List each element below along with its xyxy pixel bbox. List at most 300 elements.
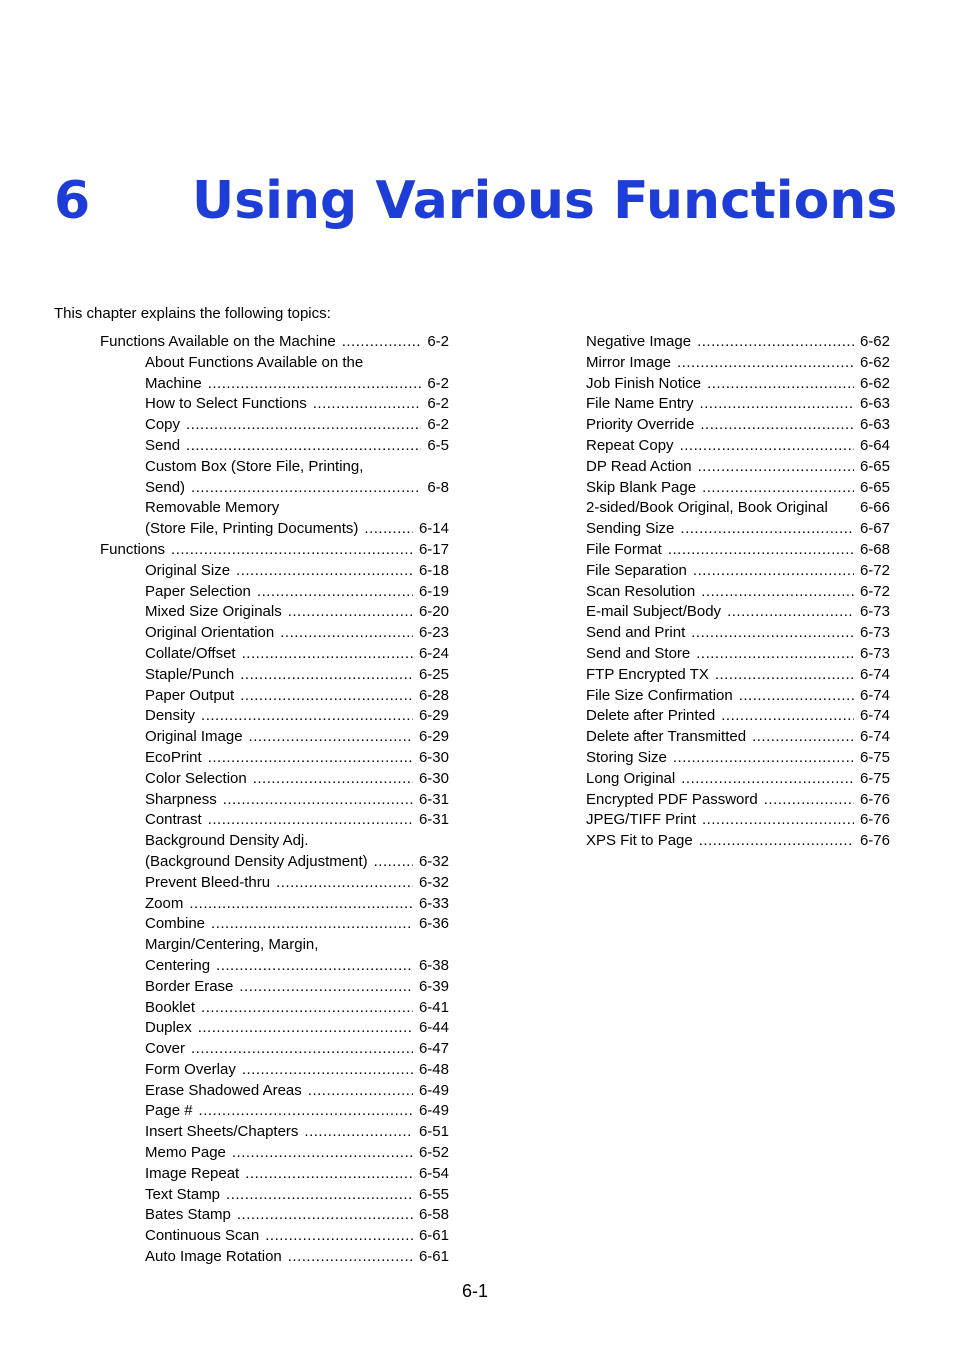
toc-entry-page: 6-31 [418,790,449,808]
toc-entry-row [145,1247,449,1268]
toc-entry[interactable] [145,1185,449,1206]
toc-entry[interactable] [586,644,890,665]
toc-entry[interactable] [145,1039,449,1060]
toc-entry[interactable] [145,602,449,623]
toc-entry-page: 6-62 [859,333,890,350]
toc-entry-page: 6-19 [418,582,449,600]
toc-dot-leader [304,1122,413,1143]
toc-entry-row [145,582,449,603]
toc-dot-leader [240,665,413,686]
toc-entry-label: Zoom [145,894,184,912]
toc-entry[interactable] [145,1226,449,1247]
toc-entry-row [145,602,449,623]
toc-dot-leader [186,415,421,436]
toc-dot-leader [308,1081,413,1102]
toc-entry-row [145,1143,449,1164]
toc-dot-leader [715,665,854,686]
toc-dot-leader [242,1060,413,1081]
toc-entry-page: 6-20 [418,603,449,621]
toc-entry-label: Auto Image Rotation [145,1248,282,1266]
toc-entry-page: 6-38 [418,956,449,974]
toc-dot-leader [701,582,854,603]
toc-entry-row [145,1226,449,1247]
toc-entry-row [586,644,890,665]
toc-dot-leader [342,332,422,353]
toc-entry-row [145,686,449,707]
toc-entry-label: Sending Size [586,520,675,538]
toc-entry-label: Copy [145,416,181,434]
toc-entry-page: 6-23 [418,624,449,642]
toc-entry-page: 6-55 [418,1185,449,1203]
toc-entry-row [145,561,449,582]
toc-entry[interactable] [145,665,449,686]
toc-entry-label: Cover [145,1040,186,1058]
toc-entry[interactable] [145,706,449,727]
toc-entry-label: Job Finish Notice [586,374,702,392]
toc-entry[interactable] [145,914,449,935]
toc-dot-leader [680,519,854,540]
toc-entry-page: 6-73 [859,644,890,662]
toc-right-column [586,332,890,852]
toc-entry[interactable] [145,1081,449,1102]
toc-entry-page: 6-61 [418,1227,449,1245]
toc-entry-label: Centering [145,956,211,974]
toc-entry-page: 6-18 [418,561,449,579]
toc-entry[interactable] [586,810,890,831]
toc-entry-row [586,394,890,415]
toc-entry[interactable] [145,644,449,665]
toc-entry-page: 6-51 [418,1123,449,1141]
toc-dot-leader [698,457,854,478]
toc-dot-leader [280,623,413,644]
toc-entry-page: 6-73 [859,603,890,621]
toc-entry-row [586,540,890,561]
toc-entry-label: EcoPrint [145,748,202,766]
toc-entry-row [145,478,449,499]
toc-entry-page: 6-73 [859,624,890,642]
toc-entry-row [145,706,449,727]
toc-entry-row [145,998,449,1019]
toc-dot-leader [288,602,413,623]
toc-entry-label: Erase Shadowed Areas [145,1081,302,1099]
toc-dot-leader [253,769,413,790]
toc-entry[interactable] [586,561,890,582]
toc-entry-label: Staple/Punch [145,665,235,683]
toc-entry-row [145,894,449,915]
toc-entry[interactable] [145,831,449,873]
toc-entry-label: Duplex [145,1019,192,1037]
toc-entry-page: 6-62 [859,374,890,392]
toc-entry-row [145,1122,449,1143]
toc-entry[interactable] [586,602,890,623]
toc-entry-page: 6-64 [859,436,890,454]
toc-entry-label: Prevent Bleed-thru [145,873,271,891]
toc-dot-leader [216,956,413,977]
toc-entry-row [586,478,890,499]
toc-entry[interactable] [586,790,890,811]
toc-entry-row [145,914,449,935]
toc-entry-label: Send and Print [586,624,686,642]
toc-entry[interactable] [145,790,449,811]
toc-entry-label: Bates Stamp [145,1206,231,1224]
toc-entry[interactable] [145,998,449,1019]
toc-entry-page: 6-63 [859,395,890,413]
toc-entry-row [145,873,449,894]
toc-entry-page: 6-62 [859,353,890,371]
toc-dot-leader [696,644,854,665]
toc-entry-page: 6-63 [859,416,890,434]
toc-entry-label: Send [145,436,181,454]
toc-entry-label: Color Selection [145,769,247,787]
toc-entry[interactable] [145,686,449,707]
toc-entry-page: 6-36 [418,915,449,933]
toc-entry-label: Booklet [145,998,196,1016]
toc-entry[interactable] [145,623,449,644]
toc-entry[interactable] [145,873,449,894]
toc-entry-page: 6-32 [418,873,449,891]
toc-entry-label: Encrypted PDF Password [586,790,758,808]
toc-entry-page: 6-61 [418,1248,449,1266]
toc-dot-leader [739,686,854,707]
toc-dot-leader [211,914,413,935]
toc-dot-leader [245,1164,413,1185]
toc-entry-label: Original Orientation [145,624,275,642]
toc-entry-page: 6-75 [859,769,890,787]
toc-entry-page: 6-44 [418,1019,449,1037]
toc-entry[interactable] [586,394,890,415]
toc-dot-leader [681,769,854,790]
toc-entry[interactable] [586,769,890,790]
toc-entry-label: File Format [586,540,662,558]
toc-entry-page: 6-54 [418,1164,449,1182]
toc-entry[interactable] [100,540,449,561]
toc-entry-label: Original Image [145,728,243,746]
toc-entry-label: Send and Store [586,644,691,662]
toc-entry-row [145,1164,449,1185]
toc-dot-leader [226,1185,413,1206]
toc-entry-label: Image Repeat [145,1164,240,1182]
toc-entry-page: 6-30 [418,748,449,766]
toc-entry-row [145,810,449,831]
toc-dot-leader [201,706,413,727]
toc-entry-label: Original Size [145,561,231,579]
toc-entry-label: Contrast [145,811,202,829]
toc-entry-label: Sharpness [145,790,217,808]
toc-entry-label: Send) [145,478,186,496]
toc-entry-label: Delete after Printed [586,707,716,725]
toc-entry-row [145,769,449,790]
toc-entry-row [586,748,890,769]
toc-entry[interactable] [145,561,449,582]
toc-entry[interactable] [586,498,890,519]
toc-entry-page: 6-66 [859,499,890,517]
toc-dot-leader [727,602,854,623]
toc-dot-leader [752,727,854,748]
toc-entry[interactable] [145,1205,449,1226]
toc-entry-row [586,415,890,436]
toc-entry-row [586,727,890,748]
toc-entry-row [145,727,449,748]
toc-entry[interactable] [145,394,449,415]
toc-entry-label: Memo Page [145,1144,226,1162]
toc-dot-leader [364,519,413,540]
intro-text: This chapter explains the following topics: [54,305,331,322]
toc-entry-row [145,665,449,686]
toc-entry-page: 6-2 [427,416,449,434]
toc-entry-label: (Store File, Printing Documents) [145,520,359,538]
toc-entry-page: 6-72 [859,582,890,600]
toc-entry-row [586,810,890,831]
toc-entry-page: 6-74 [859,665,890,683]
toc-entry-label: How to Select Functions [145,395,307,413]
toc-entry[interactable] [145,935,449,977]
toc-entry[interactable] [145,582,449,603]
toc-entry-row [145,644,449,665]
toc-entry-label: Priority Override [586,416,695,434]
toc-entry-label: Functions [100,540,166,558]
toc-entry[interactable] [145,1143,449,1164]
toc-entry-row [586,706,890,727]
toc-entry[interactable] [145,1122,449,1143]
toc-entry-row [145,790,449,811]
toc-entry-row [145,394,449,415]
toc-entry-label: Border Erase [145,977,234,995]
toc-entry[interactable] [586,623,890,644]
toc-entry[interactable] [586,415,890,436]
toc-dot-leader [191,478,421,499]
toc-entry-row [586,623,890,644]
toc-entry[interactable] [586,353,890,374]
toc-entry-page: 6-2 [427,395,449,413]
toc-dot-leader [700,415,854,436]
toc-entry-page: 6-28 [418,686,449,704]
toc-dot-leader [697,332,854,353]
toc-entry-row [586,374,890,395]
toc-dot-leader [257,582,413,603]
toc-entry-label: (Background Density Adjustment) [145,852,368,870]
toc-dot-leader [265,1226,413,1247]
toc-entry-page: 6-58 [418,1206,449,1224]
toc-entry-label-line: About Functions Available on the [145,353,364,371]
toc-dot-leader [691,623,854,644]
toc-dot-leader [236,561,413,582]
toc-entry-page: 6-48 [418,1060,449,1078]
toc-entry-row [145,519,449,540]
toc-entry[interactable] [586,374,890,395]
toc-dot-leader [223,790,413,811]
toc-entry[interactable] [586,540,890,561]
toc-entry[interactable] [145,415,449,436]
toc-entry-page: 6-76 [859,832,890,850]
chapter-title: Using Various Functions [192,171,898,231]
toc-dot-leader [700,394,854,415]
toc-dot-leader [249,727,413,748]
toc-entry[interactable] [100,332,449,353]
toc-entry-page: 6-76 [859,811,890,829]
toc-entry-label: File Separation [586,561,687,579]
toc-entry[interactable] [586,686,890,707]
toc-dot-leader [699,831,854,852]
toc-entry-page: 6-2 [427,333,449,350]
toc-entry-label: Density [145,707,196,725]
toc-dot-leader [208,810,413,831]
toc-entry[interactable] [586,665,890,686]
toc-entry-label: Storing Size [586,748,667,766]
toc-entry-page: 6-72 [859,561,890,579]
toc-entry[interactable] [145,810,449,831]
toc-entry-row [145,1039,449,1060]
toc-entry-row [586,498,890,519]
toc-entry-row [586,665,890,686]
toc-entry[interactable] [145,727,449,748]
toc-entry[interactable] [145,1164,449,1185]
toc-entry[interactable] [586,332,890,353]
toc-entry[interactable] [586,831,890,852]
toc-entry-label-line: Margin/Centering, Margin, [145,936,319,954]
toc-entry[interactable] [586,457,890,478]
toc-entry-row [586,519,890,540]
toc-entry-row [586,686,890,707]
toc-entry[interactable] [145,1101,449,1122]
toc-entry-row [145,1101,449,1122]
toc-entry-page: 6-31 [418,811,449,829]
toc-dot-leader [702,478,854,499]
toc-entry-label: Skip Blank Page [586,478,697,496]
toc-entry-page: 6-76 [859,790,890,808]
toc-dot-leader [191,1039,413,1060]
toc-dot-leader [208,374,422,395]
toc-entry-row [586,582,890,603]
toc-dot-leader [721,706,854,727]
toc-entry-row [586,436,890,457]
toc-entry-page: 6-25 [418,665,449,683]
toc-entry-label-line: Removable Memory [145,499,280,517]
toc-entry-label-line: Custom Box (Store File, Printing, [145,457,364,475]
toc-entry-page: 6-41 [418,998,449,1016]
toc-entry-row [586,561,890,582]
toc-entry-page: 6-74 [859,707,890,725]
toc-entry[interactable] [586,582,890,603]
toc-dot-leader [668,540,854,561]
toc-entry-page: 6-74 [859,686,890,704]
toc-entry-row [145,1018,449,1039]
toc-entry-page: 6-8 [427,478,449,496]
toc-left-column [100,332,449,1268]
toc-entry[interactable] [145,1060,449,1081]
toc-entry[interactable] [145,436,449,457]
toc-entry-row [586,602,890,623]
toc-entry[interactable] [145,353,449,395]
toc-dot-leader [276,873,413,894]
toc-entry-label: Page # [145,1102,193,1120]
toc-dot-leader [702,810,854,831]
toc-entry-row [586,831,890,852]
toc-entry[interactable] [145,748,449,769]
toc-entry-page: 6-65 [859,478,890,496]
toc-entry-page: 6-52 [418,1144,449,1162]
toc-entry-label: 2-sided/Book Original, Book Original [586,499,828,517]
page-number: 6-1 [462,1281,489,1301]
toc-entry-label: Collate/Offset [145,644,236,662]
toc-dot-leader [199,1101,413,1122]
chapter-number: 6 [54,171,91,231]
toc-entry-row [145,374,449,395]
toc-entry[interactable] [586,478,890,499]
toc-entry-page: 6-2 [427,374,449,392]
toc-dot-leader [186,436,421,457]
toc-entry[interactable] [586,519,890,540]
toc-entry-page: 6-67 [859,520,890,538]
toc-dot-leader [677,353,854,374]
toc-entry-label: Form Overlay [145,1060,236,1078]
toc-entry-label: File Size Confirmation [586,686,733,704]
toc-entry[interactable] [586,727,890,748]
toc-entry-label: Insert Sheets/Chapters [145,1123,299,1141]
toc-entry-page: 6-47 [418,1040,449,1058]
toc-dot-leader [764,790,854,811]
toc-dot-leader [189,894,413,915]
toc-entry-label: XPS Fit to Page [586,832,693,850]
toc-dot-leader [171,540,413,561]
toc-entry-row [145,623,449,644]
toc-entry[interactable] [145,894,449,915]
toc-entry-row [145,436,449,457]
toc-dot-leader [242,644,413,665]
toc-entry-row [145,1060,449,1081]
toc-entry-page: 6-49 [418,1081,449,1099]
toc-entry[interactable] [145,1018,449,1039]
toc-entry-label: DP Read Action [586,457,692,475]
toc-entry-label: FTP Encrypted TX [586,665,709,683]
toc-entry-page: 6-68 [859,540,890,558]
toc-entry-row [145,1185,449,1206]
toc-entry-page: 6-65 [859,457,890,475]
toc-entry-page: 6-17 [418,540,449,558]
toc-entry-row [145,977,449,998]
toc-entry-page: 6-29 [418,707,449,725]
toc-entry-row [145,1081,449,1102]
toc-entry[interactable] [145,498,449,540]
toc-entry[interactable] [586,706,890,727]
toc-entry[interactable] [586,748,890,769]
toc-dot-leader [374,852,413,873]
toc-entry-label: Mixed Size Originals [145,603,282,621]
toc-entry-page: 6-74 [859,728,890,746]
toc-entry[interactable] [145,977,449,998]
toc-entry-row [586,353,890,374]
toc-entry-row [586,457,890,478]
toc-entry[interactable] [145,1247,449,1268]
toc-entry-row [145,852,449,873]
toc-entry-label: Delete after Transmitted [586,728,747,746]
toc-entry-label-line: Background Density Adj. [145,832,309,850]
toc-entry-label: Machine [145,374,202,392]
toc-dot-leader [232,1143,413,1164]
toc-entry-row [100,540,449,561]
toc-entry[interactable] [145,769,449,790]
toc-entry[interactable] [586,436,890,457]
toc-entry-label: Paper Output [145,686,235,704]
toc-entry-label: File Name Entry [586,395,694,413]
toc-entry-page: 6-29 [418,728,449,746]
toc-dot-leader [208,748,413,769]
toc-dot-leader [239,977,413,998]
toc-entry-row [586,332,890,353]
toc-entry[interactable] [145,457,449,499]
toc-entry-row [586,790,890,811]
toc-entry-label: Repeat Copy [586,436,674,454]
toc-dot-leader [693,561,854,582]
